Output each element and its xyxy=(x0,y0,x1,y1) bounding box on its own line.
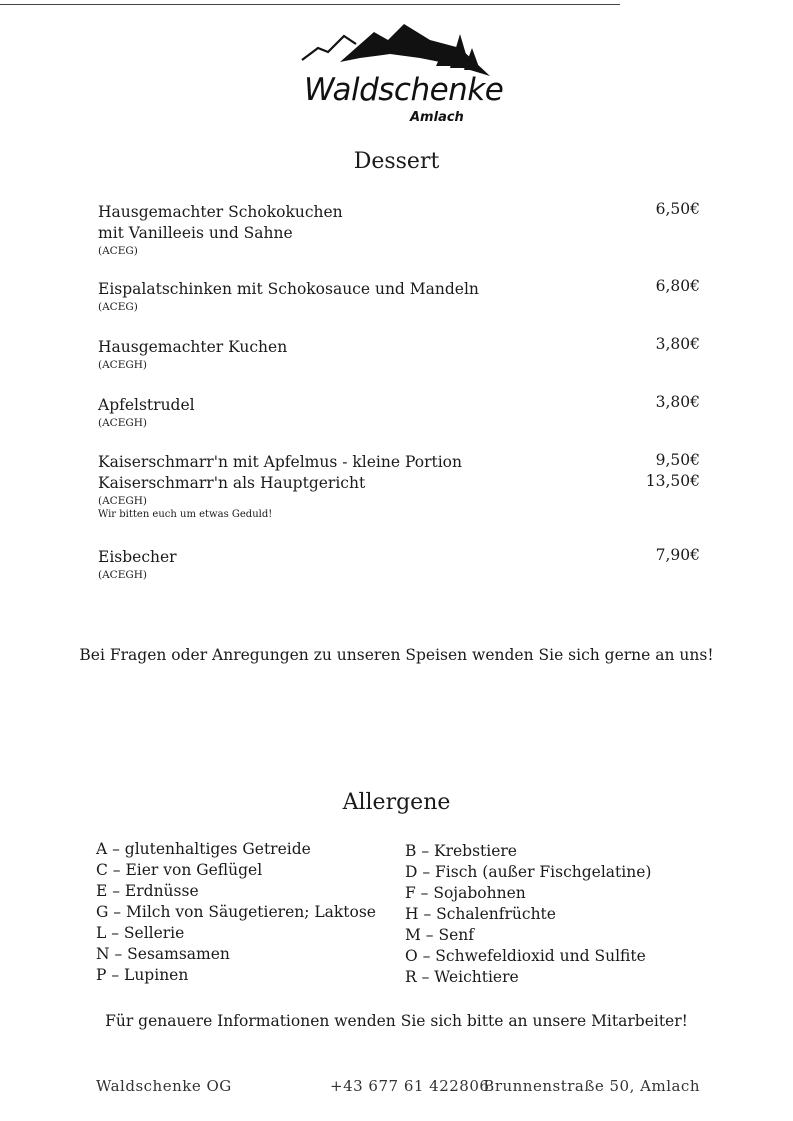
dish-name: Apfelstrudel xyxy=(98,396,195,414)
dish-name: Hausgemachter Schokokuchen xyxy=(98,203,343,221)
footer-phone: +43 677 61 422806 xyxy=(330,1077,490,1095)
allergen-list-left xyxy=(96,839,376,986)
allergen-item: G – Milch von Säugetieren; Laktose xyxy=(96,903,376,921)
dish-allergens: (ACEG) xyxy=(98,245,138,257)
questions-line: Bei Fragen oder Anregungen zu unseren Speisen wenden Sie sich gerne an uns! xyxy=(79,646,714,664)
dessert-heading: Dessert xyxy=(353,149,440,174)
allergen-item: E – Erdnüsse xyxy=(96,882,199,900)
dish-item xyxy=(98,337,287,372)
dish-price: 3,80€ xyxy=(655,335,700,353)
footer-company: Waldschenke OG xyxy=(96,1077,232,1095)
dish-item xyxy=(98,452,462,522)
dish-name-line2: Kaiserschmarr'n als Hauptgericht xyxy=(98,474,366,492)
allergen-item: A – glutenhaltiges Getreide xyxy=(96,840,311,858)
dish-allergens: (ACEGH) xyxy=(98,495,148,507)
dish-name: Kaiserschmarr'n mit Apfelmus - kleine Portion xyxy=(98,453,462,471)
footer-address: Brunnenstraße 50, Amlach xyxy=(483,1077,700,1095)
dish-price-2: 13,50€ xyxy=(645,472,700,490)
dish-allergens: (ACEGH) xyxy=(98,417,148,429)
dish-item xyxy=(98,279,479,314)
dish-allergens: (ACEG) xyxy=(98,301,138,313)
dish-price: 6,80€ xyxy=(655,277,700,295)
allergen-item: H – Schalenfrüchte xyxy=(405,905,556,923)
dish-allergens: (ACEGH) xyxy=(98,359,148,371)
allergen-item: P – Lupinen xyxy=(96,966,189,984)
dish-item xyxy=(98,395,195,430)
dish-price: 6,50€ xyxy=(655,200,700,218)
dish-name: Eisbecher xyxy=(98,548,177,566)
allergen-item: R – Weichtiere xyxy=(405,968,519,986)
allergen-item: M – Senf xyxy=(405,926,474,944)
top-rule xyxy=(0,4,620,5)
allergen-item: D – Fisch (außer Fischgelatine) xyxy=(405,863,652,881)
dish-price: 3,80€ xyxy=(655,393,700,411)
dish-note: Wir bitten euch um etwas Geduld! xyxy=(98,509,273,520)
logo xyxy=(300,18,504,130)
dish-price: 9,50€ xyxy=(655,451,700,469)
dish-name: Hausgemachter Kuchen xyxy=(98,338,288,356)
allergen-item: B – Krebstiere xyxy=(405,842,517,860)
allergen-item: O – Schwefeldioxid und Sulfite xyxy=(405,947,646,965)
info-line: Für genauere Informationen wenden Sie sich bitte an unsere Mitarbeiter! xyxy=(105,1012,688,1030)
dish-name: Eispalatschinken mit Schokosauce und Mandeln xyxy=(98,280,479,298)
dish-allergens: (ACEGH) xyxy=(98,569,148,581)
dish-item xyxy=(98,547,177,582)
allergen-list-right xyxy=(405,841,651,988)
allergene-heading: Allergene xyxy=(342,790,451,815)
allergen-item: N – Sesamsamen xyxy=(96,945,230,963)
dish-item xyxy=(98,202,343,258)
allergen-item: F – Sojabohnen xyxy=(405,884,526,902)
brand-name: Waldschenke xyxy=(304,72,504,108)
brand-place: Amlach xyxy=(410,110,464,125)
dish-price: 7,90€ xyxy=(655,546,700,564)
allergen-item: L – Sellerie xyxy=(96,924,185,942)
allergen-item: C – Eier von Geflügel xyxy=(96,861,263,879)
dish-name-line2: mit Vanilleeis und Sahne xyxy=(98,224,293,242)
